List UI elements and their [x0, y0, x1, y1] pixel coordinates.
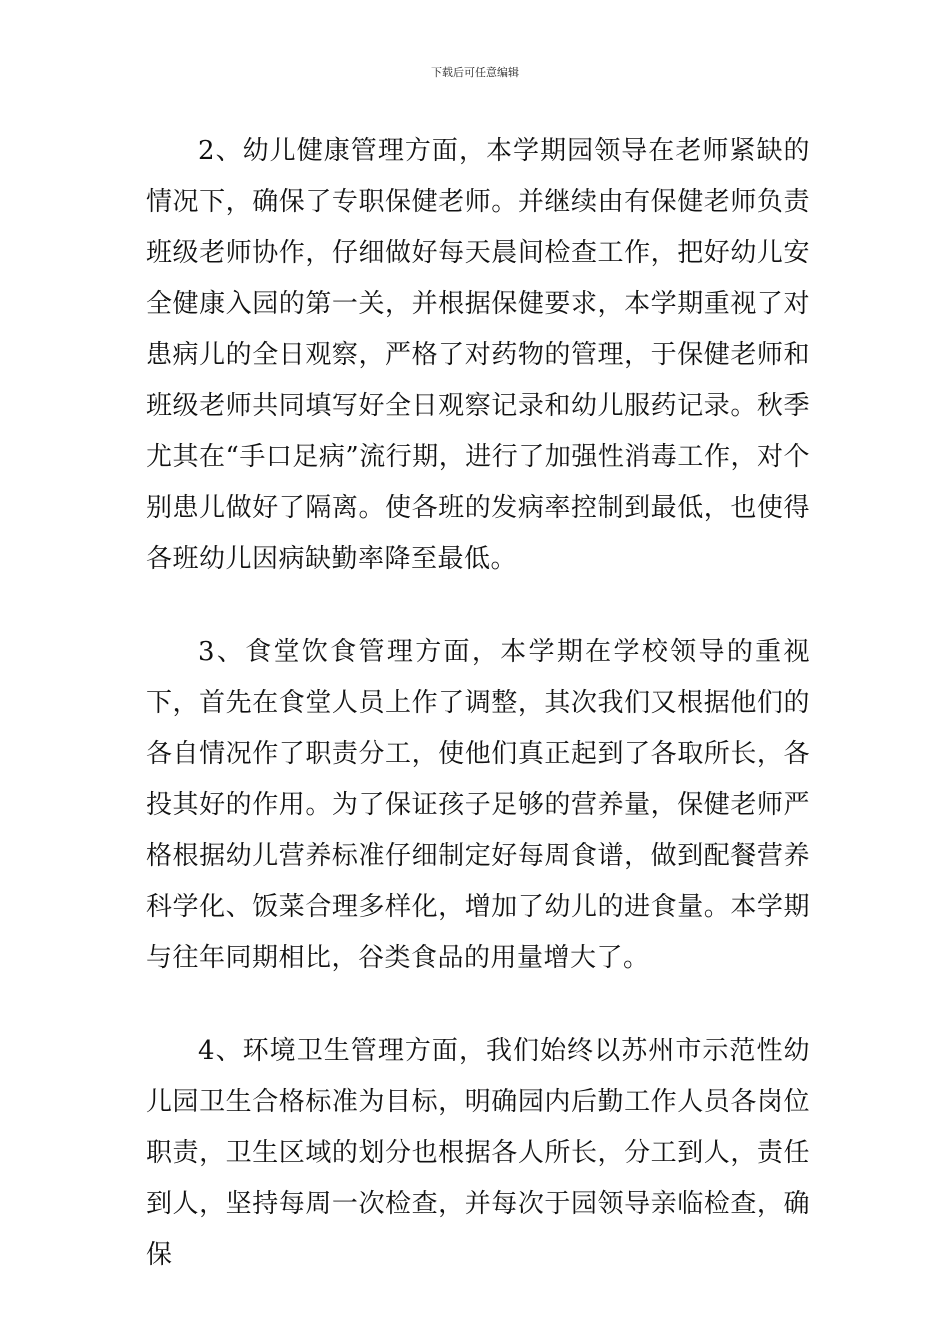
paragraph-health-management: 2、幼儿健康管理方面，本学期园领导在老师紧缺的情况下，确保了专职保健老师。并继续由有保健老师负责班级老师协作，仔细做好每天晨间检查工作，把好幼儿安全健康入园的第一关，并根据保健要求，本学期重视了对患病儿的全日观察，严格了对药物的管理，于保健老师和班级老师共同填写好全日观察记录和幼儿服药记录。秋季尤其在“手口足病”流行期，进行了加强性消毒工作，对个别患儿做好了隔离。使各班的发病率控制到最低，也使得各班幼儿因病缺勤率降至最低。 — [146, 136, 810, 574]
paragraph-environment-hygiene: 4、环境卫生管理方面，我们始终以苏州市示范性幼儿园卫生合格标准为目标，明确园内后勤工作人员各岗位职责，卫生区域的划分也根据各人所长，分工到人，责任到人，坚持每周一次检查，并每次于园领导亲临检查，确保 — [146, 1036, 810, 1270]
paragraph-canteen-management: 3、食堂饮食管理方面，本学期在学校领导的重视下，首先在食堂人员上作了调整，其次我们又根据他们的各自情况作了职责分工，使他们真正起到了各取所长，各投其好的作用。为了保证孩子足够的营养量，保健老师严格根据幼儿营养标准仔细制定好每周食谱，做到配餐营养科学化、饭菜合理多样化，增加了幼儿的进食量。本学期与往年同期相比，谷类食品的用量增大了。 — [146, 637, 810, 973]
page-header: 下载后可任意编辑 — [431, 66, 519, 79]
document-body — [146, 126, 810, 1281]
